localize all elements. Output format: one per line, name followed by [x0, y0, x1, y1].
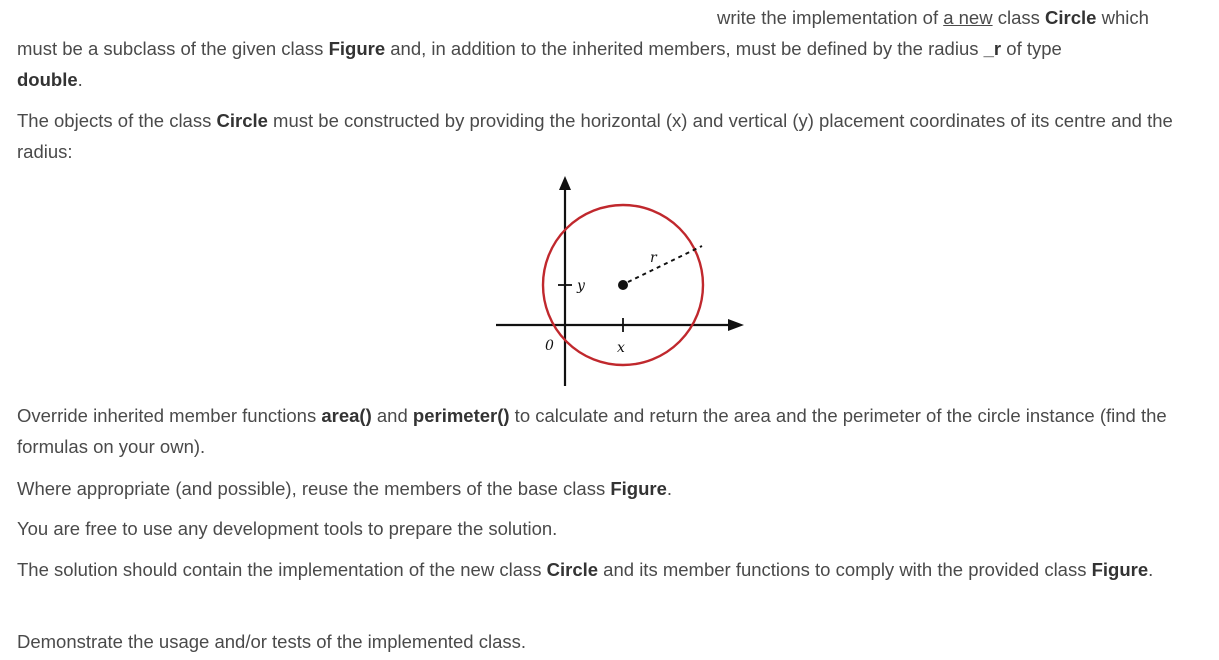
- intro-new-underlined: a new: [943, 7, 993, 28]
- override-text-a: Override inherited member functions: [17, 405, 322, 426]
- solution-text-a: The solution should contain the implementation of the new class: [17, 559, 547, 580]
- tools-paragraph: [17, 513, 1217, 544]
- construct-circle-bold: Circle: [216, 110, 268, 131]
- tools-text: You are free to use any development tools to prepare the solution.: [17, 518, 558, 539]
- intro-paragraph: [17, 33, 1217, 95]
- override-and: and: [371, 405, 413, 426]
- override-perimeter-bold: perimeter(): [412, 405, 510, 426]
- intro-figure-bold: Figure: [328, 38, 386, 59]
- circle-center-dot: [618, 280, 628, 290]
- radius-label: r: [650, 250, 657, 266]
- origin-label: 0: [545, 338, 554, 354]
- intro-type-text: of type: [1001, 38, 1062, 59]
- construct-paragraph: [17, 105, 1217, 167]
- intro-double-bold: double: [17, 69, 78, 90]
- y-label: y: [577, 278, 585, 294]
- construct-text-a: The objects of the class: [17, 110, 217, 131]
- y-axis-arrow-icon: [559, 176, 571, 190]
- intro-subclass-text: must be a subclass of the given class: [17, 38, 329, 59]
- solution-figure-bold: Figure: [1091, 559, 1149, 580]
- solution-paragraph: [17, 554, 1217, 585]
- intro-which: which: [1096, 7, 1149, 28]
- intro-first-line: [717, 2, 1149, 33]
- construct-text-b: must be constructed by providing the horizontal (x) and vertical (y) placement coordinates of its centre and the radius:: [17, 110, 1173, 162]
- circle-coordinates-diagram: [490, 170, 750, 392]
- solution-dot: .: [1148, 559, 1154, 580]
- demo-text: Demonstrate the usage and/or tests of the implemented class.: [17, 631, 527, 652]
- intro-radius-text: and, in addition to the inherited members, must be defined by the radius: [385, 38, 984, 59]
- intro-class-word: class: [992, 7, 1046, 28]
- demo-paragraph: [17, 626, 1217, 657]
- solution-circle-bold: Circle: [546, 559, 599, 580]
- override-text-b: to calculate and return the area and the perimeter of the circle instance (find the formulas on your own).: [17, 405, 1167, 457]
- solution-text-b: and its member functions to comply with the provided class: [598, 559, 1092, 580]
- reuse-text: Where appropriate (and possible), reuse the members of the base class: [17, 478, 611, 499]
- radius-dashed-line: [628, 246, 702, 282]
- reuse-figure-bold: Figure: [610, 478, 667, 499]
- intro-dot: .: [77, 69, 83, 90]
- reuse-dot: .: [666, 478, 672, 499]
- reuse-paragraph: [17, 473, 1217, 504]
- x-label: x: [617, 340, 625, 356]
- override-area-bold: area(): [321, 405, 372, 426]
- override-paragraph: [17, 400, 1217, 462]
- intro-radius-member: _r: [983, 38, 1002, 59]
- intro-circle-bold: Circle: [1045, 7, 1097, 28]
- x-axis-arrow-icon: [728, 319, 744, 331]
- intro-lead-text: write the implementation of: [717, 7, 944, 28]
